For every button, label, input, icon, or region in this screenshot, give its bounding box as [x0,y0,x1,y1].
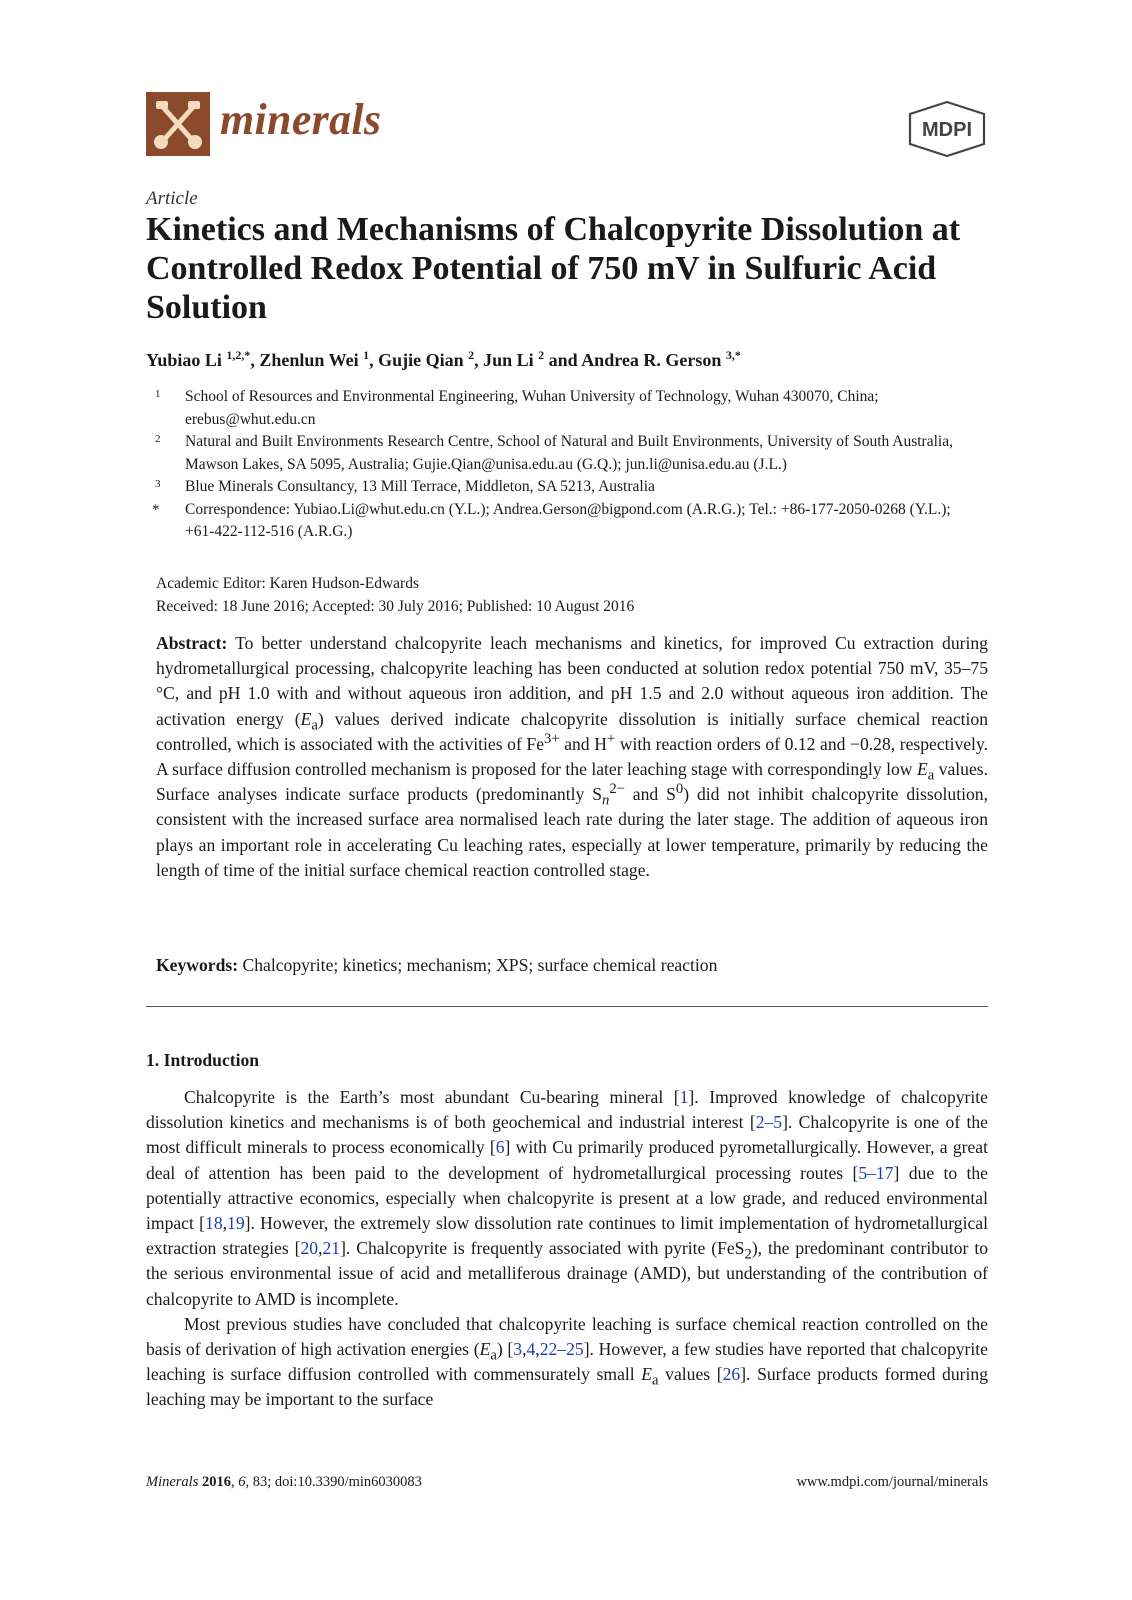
author-affiliation-mark: 2 [468,348,475,362]
citation-link[interactable]: 26 [722,1364,741,1385]
article-type: Article [146,188,198,209]
mdpi-logo-text: MDPI [922,119,972,141]
paper-title: Kinetics and Mechanisms of Chalcopyrite Dissolution at Controlled Redox Potential of 750 mV in Sulfuric Acid Solution [146,211,961,326]
citation-link[interactable]: 21 [322,1238,341,1259]
footer-citation: Minerals 2016, 6, 83; doi:10.3390/min6030083 [146,1474,422,1490]
journal-name: minerals [220,95,382,144]
footer-url[interactable]: www.mdpi.com/journal/minerals [796,1474,988,1490]
section-divider [146,1006,988,1007]
affiliation-mark: 1 [155,388,161,400]
publication-dates: Received: 18 June 2016; Accepted: 30 July 2016; Published: 10 August 2016 [156,598,635,615]
author-affiliation-mark: 1,2,* [226,348,251,362]
citation-link[interactable]: 19 [227,1213,245,1234]
author-list: Yubiao Li $^{1,2,*}$, Zhenlun Wei $^1$, Gujie Qian $^2$, Jun Li $^2$ and Andrea R. Gerson $^{3,*}$ [146,348,741,370]
mdpi-logo-icon [906,100,988,158]
affiliation [152,499,982,544]
author-name: Jun Li [483,350,539,370]
academic-editor: Academic Editor: Karen Hudson-Edwards [156,575,419,592]
affiliation-text: Natural and Built Environments Research Centre, School of Natural and Built Environments, University of South Australia, Mawson Lakes, SA 5095, Australia; Gujie.Qian@unisa.edu.au (G.Q.); jun.li@unisa.edu.au (J.L.) [185,433,953,473]
paragraph: Chalcopyrite is the Earth’s most abundant Cu-bearing mineral [1]. Improved knowledge of chalcopyrite dissolution kinetics and mechanisms is of both geochemical and industrial interest [2–5]. Chalcopyrite is one of the most difficult minerals to process economically [6] with Cu primarily produced pyrometallurgically. However, a great deal of attention has been paid to the development of hydrometallurgical processing routes [5–17] due to the potentially attractive economics, especially when chalcopyrite is present at a low grade, and reduced environmental impact [18,19]. However, the extremely slow dissolution rate continues to limit implementation of hydrometallurgical extraction strategies [20,21]. Chalcopyrite is frequently associated with pyrite (FeS$_2$), the predominant contributor to the serious environmental issue of acid and metalliferous drainage (AMD), but understanding of the contribution of chalcopyrite to AMD is incomplete. [146,1087,988,1309]
keywords-text: Chalcopyrite; kinetics; mechanism; XPS; surface chemical reaction [242,955,718,975]
affiliation [152,386,982,431]
affiliation [152,476,982,499]
abstract: Abstract: To better understand chalcopyrite leach mechanisms and kinetics, for improved Cu extraction during hydrometallurgical processing, chalcopyrite leaching has been conducted at solution redox potential 750 mV, 35–75 °C, and pH 1.0 with and without aqueous iron addition, and pH 1.5 and 2.0 without aqueous iron addition. The activation energy $(E_a)$ values derived indicate chalcopyrite dissolution is initially surface chemical reaction controlled, which is associated with the activities of $Fe^{3+}$ and H+ with reaction orders of 0.12 and −0.28, respectively. A surface diffusion controlled mechanism is proposed for the later leaching stage with correspondingly low $E_a$ values. Surface analyses indicate surface products (predominantly $S_n^{2-}$ and $S^0$) did not inhibit chalcopyrite dissolution, consistent with the increased surface area normalised leach rate during the later stage. The addition of aqueous iron plays an important role in accelerating Cu leaching rates, especially at lower temperature, primarily by reducing the length of time of the initial surface chemical reaction controlled stage. [156,633,989,880]
affiliation-text: School of Resources and Environmental Engineering, Wuhan University of Technology, Wuhan 430070, China; erebus@whut.edu.cn [185,388,879,428]
citation-link[interactable]: 6 [495,1137,505,1158]
citation-link[interactable]: 2–5 [755,1112,783,1133]
keywords-label: Keywords: [156,955,239,975]
author-affiliation-mark: 1 [363,348,370,362]
journal-header [146,92,988,158]
citation-link[interactable]: 20 [300,1238,319,1259]
editor-info [156,572,634,618]
author-name: Gujie Qian [378,350,469,370]
affiliation-mark: * [152,501,160,518]
introduction-body [146,1085,988,1413]
author-affiliation-mark: 2 [538,348,545,362]
citation-link[interactable]: 1 [679,1087,689,1107]
affiliation-text: Correspondence: Yubiao.Li@whut.edu.cn (Y.L.); Andrea.Gerson@bigpond.com (A.R.G.); Tel.: +86-177-2050-0268 (Y.L.); +61-422-112-516 (A.R.G.) [185,500,951,540]
citation-link[interactable]: 3 [513,1339,523,1360]
author-affiliation-mark: 3,* [725,348,741,362]
citation-link[interactable]: 5–17 [858,1162,894,1183]
author-name: Yubiao Li [146,350,227,370]
affiliation-text: Blue Minerals Consultancy, 13 Mill Terrace, Middleton, SA 5213, Australia [185,478,655,495]
citation-link[interactable]: 4 [526,1339,536,1360]
journal-logo-icon [146,92,210,156]
abstract-label: Abstract: [156,633,228,653]
keywords [156,955,988,976]
author-name: Zhenlun Wei [259,350,364,370]
paragraph: Most previous studies have concluded that chalcopyrite leaching is surface chemical reaction controlled on the basis of derivation of high activation energies $(E_a)$ [3,4,22–25]. However, a few studies have reported that chalcopyrite leaching is surface diffusion controlled with commensurately small $E_a$ values [26]. Surface products formed during leaching may be important to the surface [146,1313,988,1410]
citation-link[interactable]: 18 [205,1213,223,1234]
affiliation [152,431,982,476]
affiliations [152,386,982,544]
author-name: Andrea R. Gerson [581,350,726,370]
section-title: 1. Introduction [146,1050,260,1070]
citation-link[interactable]: 22–25 [539,1339,584,1360]
affiliation-mark: 3 [155,478,161,490]
affiliation-mark: 2 [155,433,161,445]
